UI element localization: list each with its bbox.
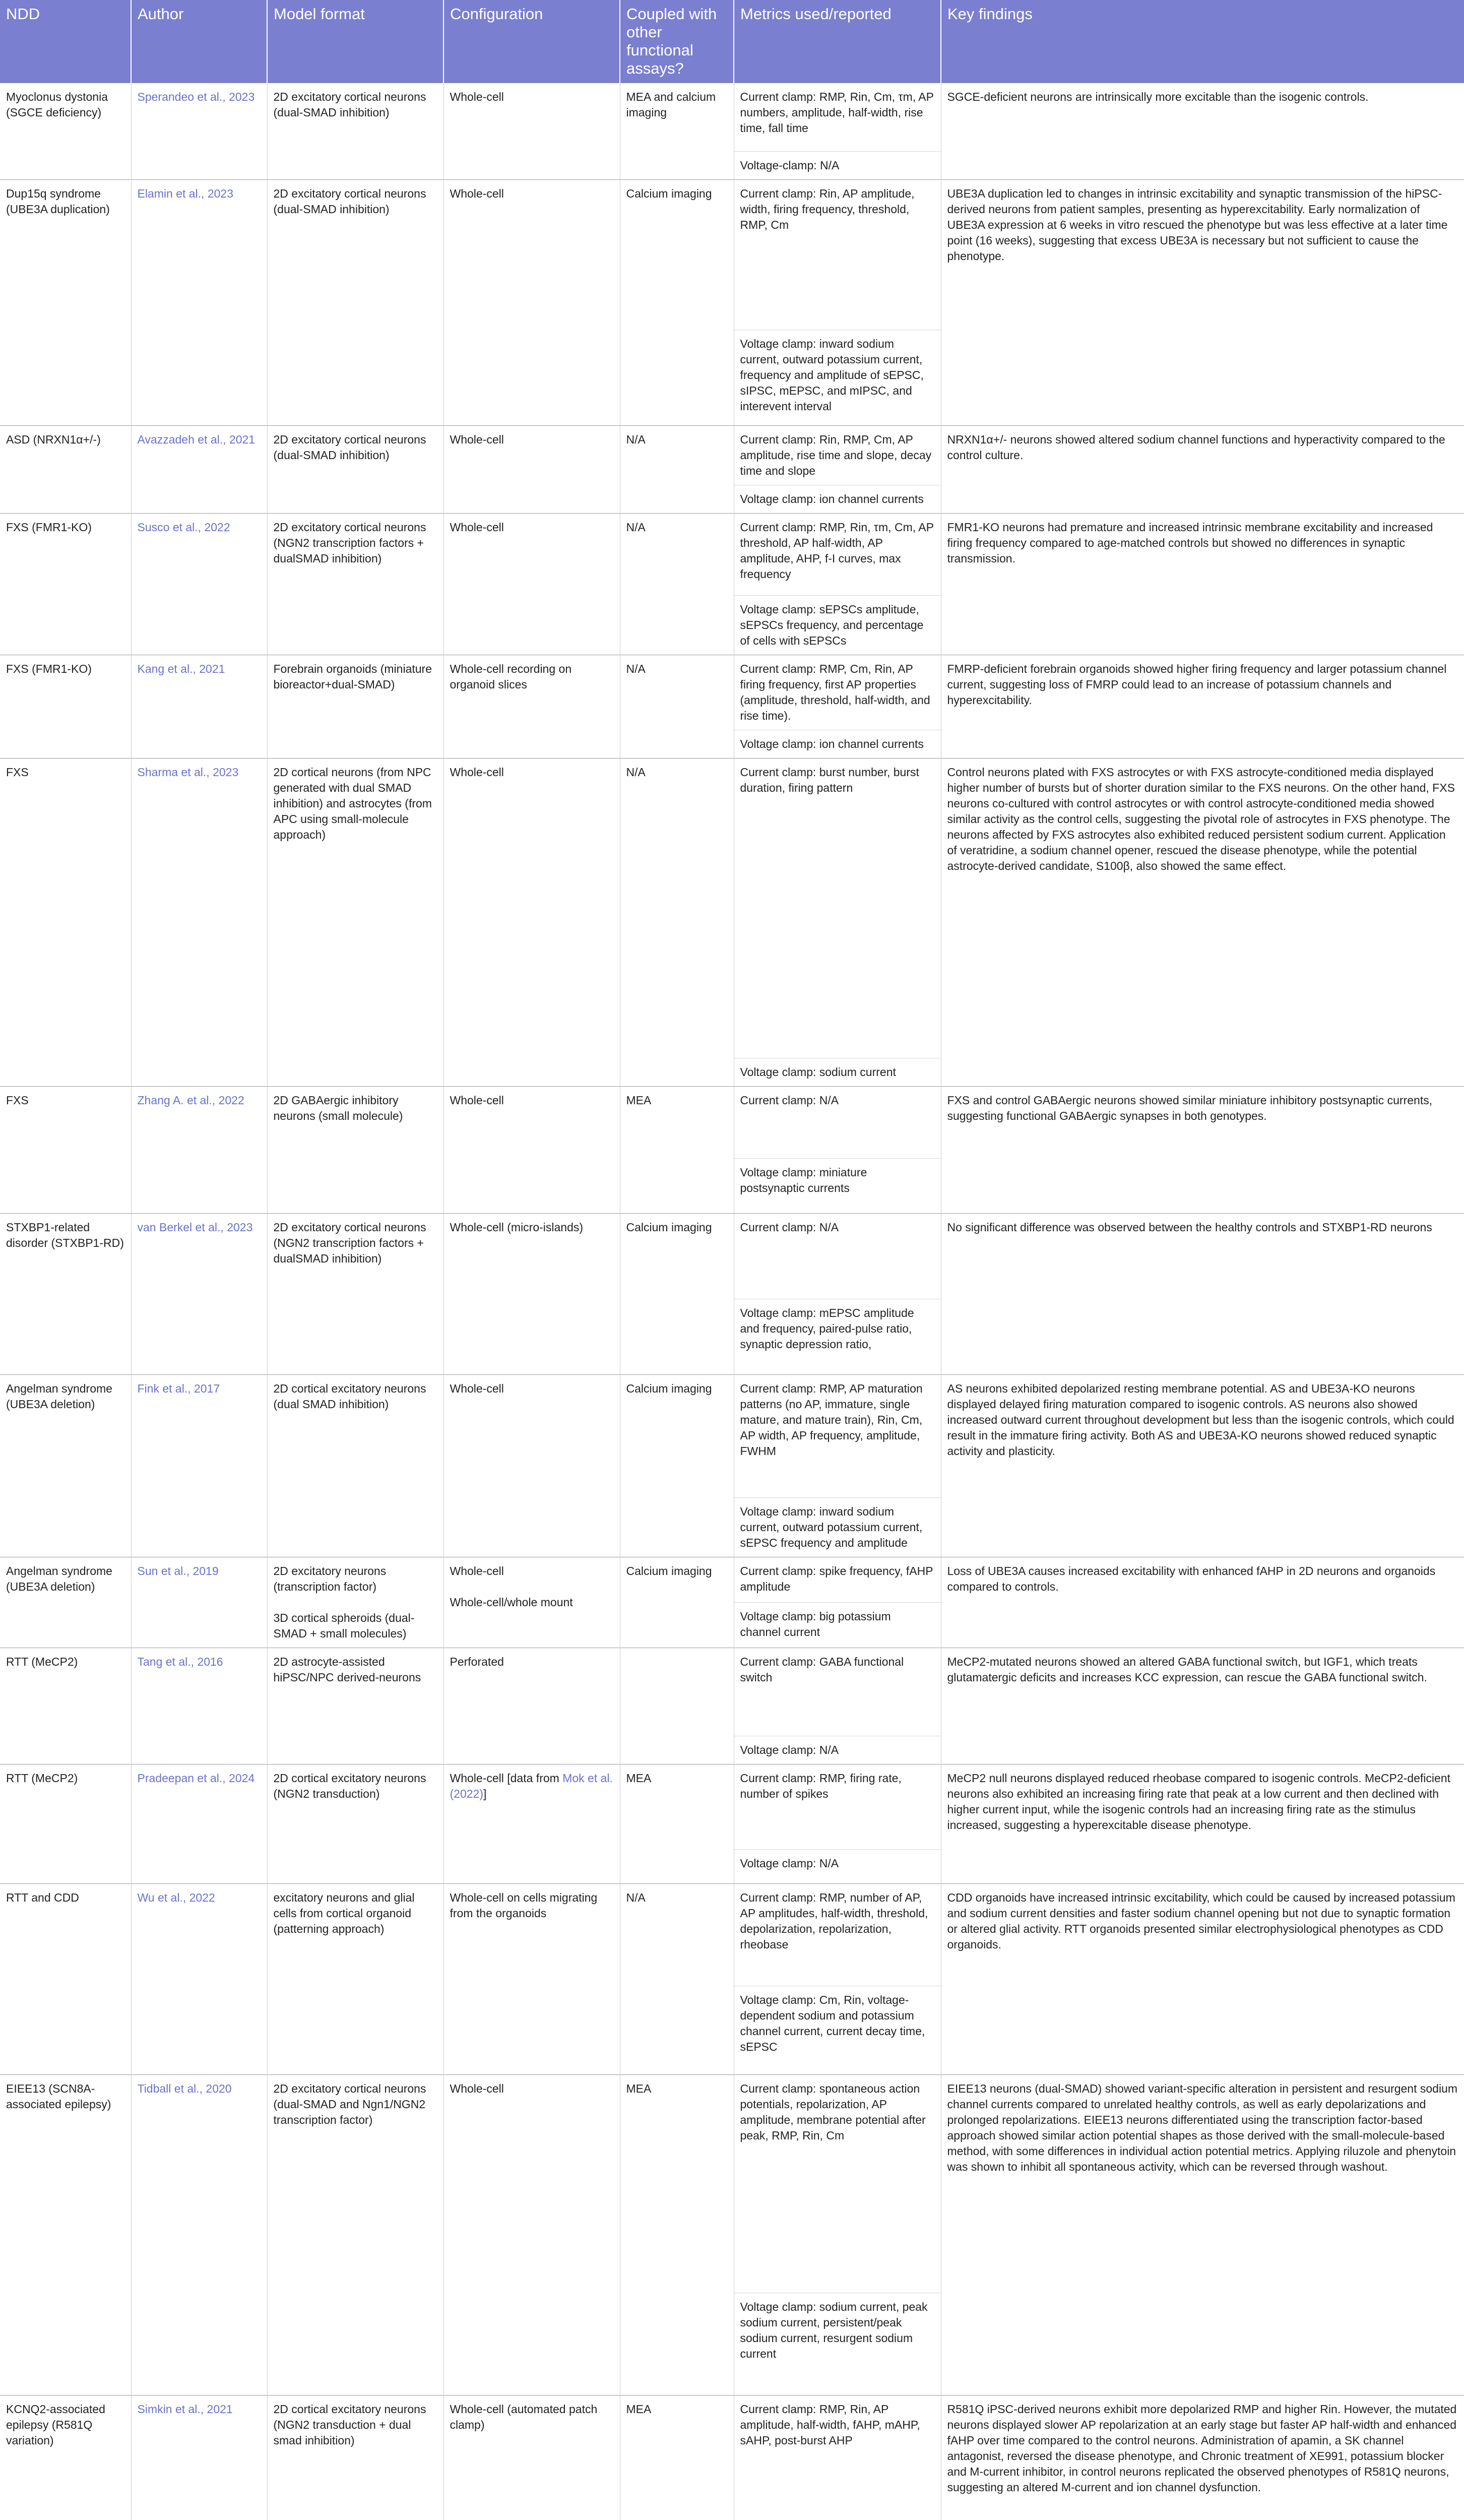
author-link: Kang et al., 2021: [137, 662, 225, 675]
cell-author: [131, 1214, 267, 1375]
findings-text: FMRP-deficient forebrain organoids showed higher firing frequency and larger potassium channel current, suggesting loss of FMRP could lead to an increase of potassium channels and hyperexcitability.: [947, 662, 1447, 707]
config-text: Whole-cell: [450, 1382, 504, 1395]
cell-coupled: [620, 1884, 734, 2075]
model-text: 2D excitatory cortical neurons (NGN2 transcription factors + dualSMAD inhibition): [273, 521, 426, 565]
header-ndd: NDD: [0, 0, 131, 83]
config-text: Whole-cell: [450, 1094, 504, 1107]
cell-coupled: [620, 1648, 734, 1765]
model-text: 2D cortical excitatory neurons (NGN2 transduction + dual smad inhibition): [273, 2403, 426, 2447]
table-row: [0, 1087, 1464, 1159]
findings-text: AS neurons exhibited depolarized resting membrane potential. AS and UBE3A-KO neurons displayed delayed firing maturation compared to isogenic controls. AS neurons also showed increased outward current throughout development but less than the isogenic controls, which could result in the immature firing activity. Both AS and UBE3A-KO neurons showed reduced synaptic activity and plasticity.: [947, 1382, 1454, 1458]
ndd-text: ASD (NRXN1α+/-): [6, 433, 101, 446]
config-text-2: Whole-cell/whole mount: [450, 1596, 573, 1609]
cell-coupled: [620, 2075, 734, 2396]
cell-key-findings: [941, 1648, 1464, 1765]
cell-author: [131, 426, 267, 514]
config-text: Whole-cell: [450, 187, 504, 200]
cell-metric-voltage-clamp: [734, 485, 941, 514]
cell-metric-voltage-clamp: [734, 2293, 941, 2396]
cell-configuration: [443, 1557, 620, 1648]
findings-text: R581Q iPSC-derived neurons exhibit more depolarized RMP and higher Rin. However, the mutated neurons displayed slower AP repolarization at an early stage but faster AP half-width and enhanced fAHP over time compared to the control neurons. Administration of apamin, a SK channel antagonist, reversed the disease phenotype, and Chronic treatment of XE991, potassium blocker and M-current inhibitor, in control neurons replicated the observed phenotypes of R581Q neurons, suggesting an altered M-current and ion channel dysfunction.: [947, 2403, 1457, 2494]
table-row: [0, 514, 1464, 596]
config-text: Whole-cell (automated patch clamp): [450, 2403, 598, 2431]
cell-ndd: [0, 1214, 131, 1375]
cell-author: [131, 2396, 267, 2520]
cell-model-format: [267, 426, 443, 514]
header-model-format: Model format: [267, 0, 443, 83]
metric-text: Voltage clamp: inward sodium current, outward potassium current, sEPSC frequency and amplitude: [740, 1505, 923, 1549]
metric-text: Voltage clamp: miniature postsynaptic currents: [740, 1166, 867, 1194]
cell-ndd: [0, 1884, 131, 2075]
table-row: [0, 759, 1464, 1058]
ndd-text: KCNQ2-associated epilepsy (R581Q variation): [6, 2403, 105, 2447]
author-link: Pradeepan et al., 2024: [137, 1772, 255, 1785]
metric-text: Voltage clamp: mEPSC amplitude and frequency, paired-pulse ratio, synaptic depression ratio,: [740, 1306, 914, 1351]
header-coupled: Coupled with other functional assays?: [620, 0, 734, 83]
coupled-text: N/A: [626, 433, 646, 446]
cell-metric-current-clamp: [734, 655, 941, 730]
cell-configuration: [443, 1884, 620, 2075]
cell-ndd: [0, 426, 131, 514]
model-text: 2D excitatory cortical neurons (NGN2 transcription factors + dualSMAD inhibition): [273, 1221, 426, 1265]
findings-text: MeCP2 null neurons displayed reduced rheobase compared to isogenic controls. MeCP2-deficient neurons also exhibited an increasing firing rate that peak at a low current and then declined with higher current input, while the isogenic controls had an increasing firing rate as the stimulus increased, suggesting a hyperexcitable disease phenotype.: [947, 1772, 1451, 1832]
metric-text: Current clamp: RMP, AP maturation patterns (no AP, immature, single mature, and mature train), Rin, Cm, AP width, AP frequency, amplitude, FWHM: [740, 1382, 923, 1458]
cell-metric-voltage-clamp: [734, 1159, 941, 1214]
cell-metric-voltage-clamp: [734, 1058, 941, 1087]
cell-model-format: [267, 759, 443, 1087]
model-text: Forebrain organoids (miniature bioreactor+dual-SMAD): [273, 662, 432, 691]
cell-author: [131, 83, 267, 180]
cell-model-format: [267, 1087, 443, 1214]
config-text: Whole-cell: [450, 521, 504, 534]
author-link: Wu et al., 2022: [137, 1891, 215, 1904]
metric-text: Current clamp: RMP, Cm, Rin, AP firing frequency, first AP properties (amplitude, threshold, half-width, and rise time).: [740, 662, 930, 722]
cell-coupled: [620, 655, 734, 759]
findings-text: No significant difference was observed between the healthy controls and STXBP1-RD neurons: [947, 1221, 1432, 1234]
ndd-text: RTT (MeCP2): [6, 1655, 78, 1668]
config-text-main: Whole-cell [data from: [450, 1772, 559, 1785]
cell-ndd: [0, 2396, 131, 2520]
cell-key-findings: [941, 1375, 1464, 1557]
author-link: Susco et al., 2022: [137, 521, 230, 534]
model-text: 2D excitatory cortical neurons (dual-SMAD and Ngn1/NGN2 transcription factor): [273, 2082, 426, 2126]
cell-metric-current-clamp: [734, 1884, 941, 1986]
table-row: [0, 2075, 1464, 2293]
metric-text: Voltage clamp: inward sodium current, outward potassium current, frequency and amplitude of sEPSC, sIPSC, mEPSC, and mIPSC, and interevent interval: [740, 337, 924, 413]
table-row: [0, 1765, 1464, 1850]
config-text: [450, 1771, 614, 1802]
metric-text: Voltage clamp: sodium current: [740, 1065, 896, 1079]
config-text: Perforated: [450, 1655, 504, 1668]
table-row: [0, 426, 1464, 485]
ndd-text: FXS (FMR1-KO): [6, 662, 92, 675]
cell-configuration: [443, 83, 620, 180]
header-metrics: Metrics used/reported: [734, 0, 941, 83]
cell-metric-voltage-clamp: [734, 1736, 941, 1765]
model-text: excitatory neurons and glial cells from cortical organoid (patterning approach): [273, 1891, 415, 1935]
coupled-text: N/A: [626, 662, 646, 675]
cell-ndd: [0, 1648, 131, 1765]
cell-metric-current-clamp: [734, 514, 941, 596]
cell-coupled: [620, 1214, 734, 1375]
model-text: 2D cortical excitatory neurons (dual SMAD inhibition): [273, 1382, 426, 1411]
metric-text: Current clamp: spike frequency, fAHP amplitude: [740, 1564, 933, 1593]
cell-author: [131, 180, 267, 426]
model-text: 2D cortical excitatory neurons (NGN2 transduction): [273, 1772, 426, 1800]
metric-text: Voltage clamp: sEPSCs amplitude, sEPSCs frequency, and percentage of cells with sEPSCs: [740, 603, 924, 647]
cell-key-findings: [941, 1087, 1464, 1214]
ndd-text: RTT and CDD: [6, 1891, 79, 1904]
config-text: Whole-cell on cells migrating from the organoids: [450, 1891, 598, 1920]
coupled-text: Calcium imaging: [626, 1564, 712, 1578]
cell-author: [131, 759, 267, 1087]
header-key-findings: Key findings: [941, 0, 1464, 83]
metric-text: Current clamp: N/A: [740, 1221, 839, 1234]
cell-author: [131, 655, 267, 759]
cell-key-findings: [941, 655, 1464, 759]
cell-metric-voltage-clamp: [734, 1603, 941, 1648]
coupled-text: N/A: [626, 766, 646, 779]
findings-text: Loss of UBE3A causes increased excitability with enhanced fAHP in 2D neurons and organoids compared to controls.: [947, 1564, 1436, 1593]
model-text: 2D excitatory cortical neurons (dual-SMAD inhibition): [273, 187, 426, 216]
cell-configuration: [443, 655, 620, 759]
cell-key-findings: [941, 180, 1464, 426]
cell-model-format: [267, 1884, 443, 2075]
coupled-text: N/A: [626, 521, 646, 534]
model-text: 2D cortical neurons (from NPC generated with dual SMAD inhibition) and astrocytes (from APC using small-molecule approach): [273, 766, 432, 841]
cell-model-format: [267, 2075, 443, 2396]
cell-coupled: [620, 1557, 734, 1648]
cell-ndd: [0, 759, 131, 1087]
cell-metric-current-clamp: [734, 1087, 941, 1159]
cell-model-format: [267, 1648, 443, 1765]
cell-configuration: [443, 1648, 620, 1765]
table-row: [0, 1557, 1464, 1603]
coupled-text: MEA and calcium imaging: [626, 90, 716, 119]
table-row: [0, 1884, 1464, 1986]
cell-model-format: [267, 1557, 443, 1648]
cell-metric-current-clamp: [734, 2075, 941, 2293]
metric-text: Current clamp: RMP, firing rate, number of spikes: [740, 1772, 902, 1800]
cell-metric-voltage-clamp: [734, 1986, 941, 2075]
cell-key-findings: [941, 759, 1464, 1087]
author-link: Sharma et al., 2023: [137, 766, 239, 779]
metric-text: Current clamp: GABA functional switch: [740, 1655, 904, 1684]
cell-metric-voltage-clamp: [734, 152, 941, 180]
cell-key-findings: [941, 1884, 1464, 2075]
config-text: Whole-cell: [450, 766, 504, 779]
cell-coupled: [620, 1765, 734, 1884]
findings-text: CDD organoids have increased intrinsic excitability, which could be caused by increased potassium and sodium current densities and faster sodium channel opening but not due to synaptic formation or altered glial activity. RTT organoids presented similar electrophysiological phenotypes as CDD organoids.: [947, 1891, 1455, 1951]
cell-key-findings: [941, 514, 1464, 655]
cell-ndd: [0, 1765, 131, 1884]
config-text-tail: ]: [483, 1787, 487, 1800]
coupled-text: Calcium imaging: [626, 1382, 712, 1395]
model-text-2: 3D cortical spheroids (dual-SMAD + small molecules): [273, 1611, 415, 1640]
cell-coupled: [620, 180, 734, 426]
cell-model-format: [267, 1375, 443, 1557]
metric-text: Current clamp: RMP, number of AP, AP amplitudes, half-width, threshold, depolarization, repolarization, rheobase: [740, 1891, 928, 1951]
ndd-text: Myoclonus dystonia (SGCE deficiency): [6, 90, 108, 119]
cell-metric-current-clamp: [734, 1765, 941, 1850]
cell-coupled: [620, 514, 734, 655]
metric-text: Current clamp: N/A: [740, 1094, 839, 1107]
cell-model-format: [267, 2396, 443, 2520]
cell-configuration: [443, 426, 620, 514]
cell-configuration: [443, 1375, 620, 1557]
cell-metric-current-clamp: [734, 1557, 941, 1603]
cell-ndd: [0, 1557, 131, 1648]
cell-coupled: [620, 1375, 734, 1557]
cell-key-findings: [941, 1557, 1464, 1648]
metric-text: Voltage clamp: ion channel currents: [740, 492, 924, 506]
cell-coupled: [620, 1087, 734, 1214]
ndd-text: FXS: [6, 1094, 29, 1107]
cell-ndd: [0, 1375, 131, 1557]
model-text: 2D astrocyte-assisted hiPSC/NPC derived-neurons: [273, 1655, 421, 1684]
cell-author: [131, 1087, 267, 1214]
model-text: 2D excitatory neurons (transcription factor): [273, 1564, 387, 1593]
cell-author: [131, 1557, 267, 1648]
metric-text: Current clamp: Rin, AP amplitude, width, firing frequency, threshold, RMP, Cm: [740, 187, 915, 231]
cell-ndd: [0, 655, 131, 759]
cell-author: [131, 514, 267, 655]
cell-key-findings: [941, 2075, 1464, 2396]
cell-model-format: [267, 655, 443, 759]
cell-metric-voltage-clamp: [734, 596, 941, 655]
coupled-text: MEA: [626, 2082, 652, 2095]
metric-text: Voltage clamp: Cm, Rin, voltage-dependent sodium and potassium channel current, current decay time, sEPSC: [740, 1993, 925, 2053]
metric-text: Current clamp: RMP, Rin, τm, Cm, AP threshold, AP half-width, AP amplitude, AHP, f-I curves, max frequency: [740, 521, 934, 581]
metric-text: Voltage clamp: big potassium channel current: [740, 1610, 891, 1639]
cell-author: [131, 2075, 267, 2396]
cell-metric-current-clamp: [734, 2396, 941, 2520]
cell-metric-voltage-clamp: [734, 1299, 941, 1375]
author-link: Avazzadeh et al., 2021: [137, 433, 256, 446]
cell-metric-current-clamp: [734, 83, 941, 152]
cell-model-format: [267, 1765, 443, 1884]
cell-metric-voltage-clamp: [734, 1498, 941, 1557]
cell-ndd: [0, 2075, 131, 2396]
cell-configuration: [443, 2075, 620, 2396]
coupled-text: MEA: [626, 2403, 652, 2416]
ndd-text: STXBP1-related disorder (STXBP1-RD): [6, 1221, 124, 1249]
cell-model-format: [267, 514, 443, 655]
ndd-text: Angelman syndrome (UBE3A deletion): [6, 1564, 112, 1593]
header-author: Author: [131, 0, 267, 83]
cell-coupled: [620, 426, 734, 514]
cell-configuration: [443, 514, 620, 655]
cell-ndd: [0, 1087, 131, 1214]
table-row: [0, 2396, 1464, 2520]
ndd-text: FXS (FMR1-KO): [6, 521, 92, 534]
cell-coupled: [620, 759, 734, 1087]
cell-key-findings: [941, 1214, 1464, 1375]
cell-key-findings: [941, 426, 1464, 514]
cell-metric-current-clamp: [734, 1648, 941, 1736]
cell-author: [131, 1648, 267, 1765]
findings-text: NRXN1α+/- neurons showed altered sodium channel functions and hyperactivity compared to the control culture.: [947, 433, 1445, 462]
config-source-link: Mok et al. (2022): [450, 1772, 613, 1800]
metric-text: Voltage clamp: ion channel currents: [740, 737, 924, 750]
config-text: Whole-cell: [450, 433, 504, 446]
author-link: Elamin et al., 2023: [137, 187, 234, 200]
config-text: Whole-cell recording on organoid slices: [450, 662, 572, 691]
table-row: [0, 1214, 1464, 1299]
cell-configuration: [443, 1214, 620, 1375]
metric-text: Current clamp: burst number, burst duration, firing pattern: [740, 766, 919, 794]
config-text: Whole-cell: [450, 2082, 504, 2095]
coupled-text: Calcium imaging: [626, 1221, 712, 1234]
coupled-text: MEA: [626, 1772, 652, 1785]
author-link: Tidball et al., 2020: [137, 2082, 232, 2095]
metric-text: Voltage clamp: N/A: [740, 1743, 839, 1756]
findings-text: MeCP2-mutated neurons showed an altered GABA functional switch, but IGF1, which treats glutamatergic deficits and increases KCC expression, can rescue the GABA functional switch.: [947, 1655, 1427, 1684]
cell-metric-current-clamp: [734, 426, 941, 485]
coupled-text: MEA: [626, 1094, 652, 1107]
metric-text: Voltage clamp: N/A: [740, 1857, 839, 1870]
config-text: Whole-cell: [450, 90, 504, 103]
author-link: Sperandeo et al., 2023: [137, 90, 255, 103]
ndd-text: RTT (MeCP2): [6, 1772, 78, 1785]
metric-text: Voltage clamp: sodium current, peak sodium current, persistent/peak sodium current, resurgent sodium current: [740, 2300, 928, 2360]
cell-configuration: [443, 1087, 620, 1214]
author-link: Tang et al., 2016: [137, 1655, 223, 1668]
cell-author: [131, 1765, 267, 1884]
author-link: van Berkel et al., 2023: [137, 1221, 253, 1234]
metric-text: Current clamp: Rin, RMP, Cm, AP amplitude, rise time and slope, decay time and slope: [740, 433, 932, 477]
cell-ndd: [0, 514, 131, 655]
author-link: Fink et al., 2017: [137, 1382, 220, 1395]
findings-text: SGCE-deficient neurons are intrinsically more excitable than the isogenic controls.: [947, 90, 1369, 103]
cell-ndd: [0, 83, 131, 180]
table-row: [0, 1375, 1464, 1498]
findings-text: EIEE13 neurons (dual-SMAD) showed variant-specific alteration in persistent and resurgent sodium channel currents compared to unrelated healthy controls, as well as early depolarizations and prolonged repolarizations. EIEE13 neurons differentiated using the transcription factor-based approach showed similar action potential shapes as those derived with the small-molecule-based method, with some differences in individual action potential metrics. Applying riluzole and phenytoin was shown to inhibit all spontaneous activity, which can be reversed through washout.: [947, 2082, 1458, 2173]
metric-text: Current clamp: spontaneous action potentials, repolarization, AP amplitude, membrane potential after peak, RMP, Rin, Cm: [740, 2082, 926, 2142]
cell-metric-voltage-clamp: [734, 1850, 941, 1884]
coupled-text: N/A: [626, 1891, 646, 1904]
config-text: Whole-cell: [450, 1564, 504, 1578]
cell-configuration: [443, 2396, 620, 2520]
cell-metric-current-clamp: [734, 759, 941, 1058]
cell-metric-voltage-clamp: [734, 730, 941, 759]
cell-model-format: [267, 83, 443, 180]
ndd-text: EIEE13 (SCN8A-associated epilepsy): [6, 2082, 111, 2111]
header-configuration: Configuration: [443, 0, 620, 83]
author-link: Simkin et al., 2021: [137, 2403, 233, 2416]
cell-ndd: [0, 180, 131, 426]
author-link: Sun et al., 2019: [137, 1564, 219, 1578]
coupled-text: Calcium imaging: [626, 187, 712, 200]
table-row: [0, 180, 1464, 330]
ndd-text: Dup15q syndrome (UBE3A duplication): [6, 187, 110, 216]
findings-text: FMR1-KO neurons had premature and increased intrinsic membrane excitability and increased firing frequency compared to age-matched controls but showed no differences in synaptic transmission.: [947, 521, 1433, 565]
table-body: [0, 83, 1464, 2520]
cell-key-findings: [941, 1765, 1464, 1884]
cell-metric-voltage-clamp: [734, 330, 941, 426]
findings-text: FXS and control GABAergic neurons showed similar miniature inhibitory postsynaptic currents, suggesting functional GABAergic synapses in both genotypes.: [947, 1094, 1433, 1122]
findings-text: Control neurons plated with FXS astrocytes or with FXS astrocyte-conditioned media displayed higher number of bursts but of shorter duration similar to the FXS neurons. On the other hand, FXS neurons co-cultured with control astrocytes or with control astrocyte-conditioned media showed similar activity as the control cells, suggesting the pivotal role of astrocytes in FXS phenotype. The neurons affected by FXS astrocytes also exhibited reduced persistent sodium current. Application of veratridine, a sodium channel opener, rescued the disease phenotype, while the potential astrocyte-derived candidate, S100β, also showed the same effect.: [947, 766, 1455, 872]
metric-text: Current clamp: RMP, Rin, Cm, τm, AP numbers, amplitude, half-width, rise time, fall time: [740, 90, 934, 135]
cell-configuration: [443, 1765, 620, 1884]
author-link: Zhang A. et al., 2022: [137, 1094, 244, 1107]
model-text: 2D excitatory cortical neurons (dual-SMAD inhibition): [273, 433, 426, 462]
table-row: [0, 83, 1464, 152]
model-text: 2D GABAergic inhibitory neurons (small molecule): [273, 1094, 403, 1122]
ndd-text: Angelman syndrome (UBE3A deletion): [6, 1382, 112, 1411]
cell-model-format: [267, 1214, 443, 1375]
cell-metric-current-clamp: [734, 1375, 941, 1498]
cell-coupled: [620, 83, 734, 180]
table-row: [0, 1648, 1464, 1736]
cell-key-findings: [941, 83, 1464, 180]
model-text: 2D excitatory cortical neurons (dual-SMAD inhibition): [273, 90, 426, 119]
metric-text: Current clamp: RMP, Rin, AP amplitude, half-width, fAHP, mAHP, sAHP, post-burst AHP: [740, 2403, 920, 2447]
cell-metric-current-clamp: [734, 1214, 941, 1299]
cell-key-findings: [941, 2396, 1464, 2520]
findings-text: UBE3A duplication led to changes in intrinsic excitability and synaptic transmission of the hiPSC-derived neurons from patient samples, presenting as hyperexcitability. Early normalization of UBE3A expression at 6 weeks in vitro rescued the phenotype but was less effective at a later time point (16 weeks), suggesting that excess UBE3A is necessary but not sufficient to cause the phenotype.: [947, 187, 1448, 263]
cell-author: [131, 1884, 267, 2075]
cell-metric-current-clamp: [734, 180, 941, 330]
ndd-text: FXS: [6, 766, 29, 779]
header-row: [0, 0, 1464, 83]
config-text: Whole-cell (micro-islands): [450, 1221, 584, 1234]
cell-author: [131, 1375, 267, 1557]
cell-configuration: [443, 759, 620, 1087]
metric-text: Voltage-clamp: N/A: [740, 159, 840, 172]
cell-configuration: [443, 180, 620, 426]
table-row: [0, 655, 1464, 730]
cell-coupled: [620, 2396, 734, 2520]
cell-model-format: [267, 180, 443, 426]
